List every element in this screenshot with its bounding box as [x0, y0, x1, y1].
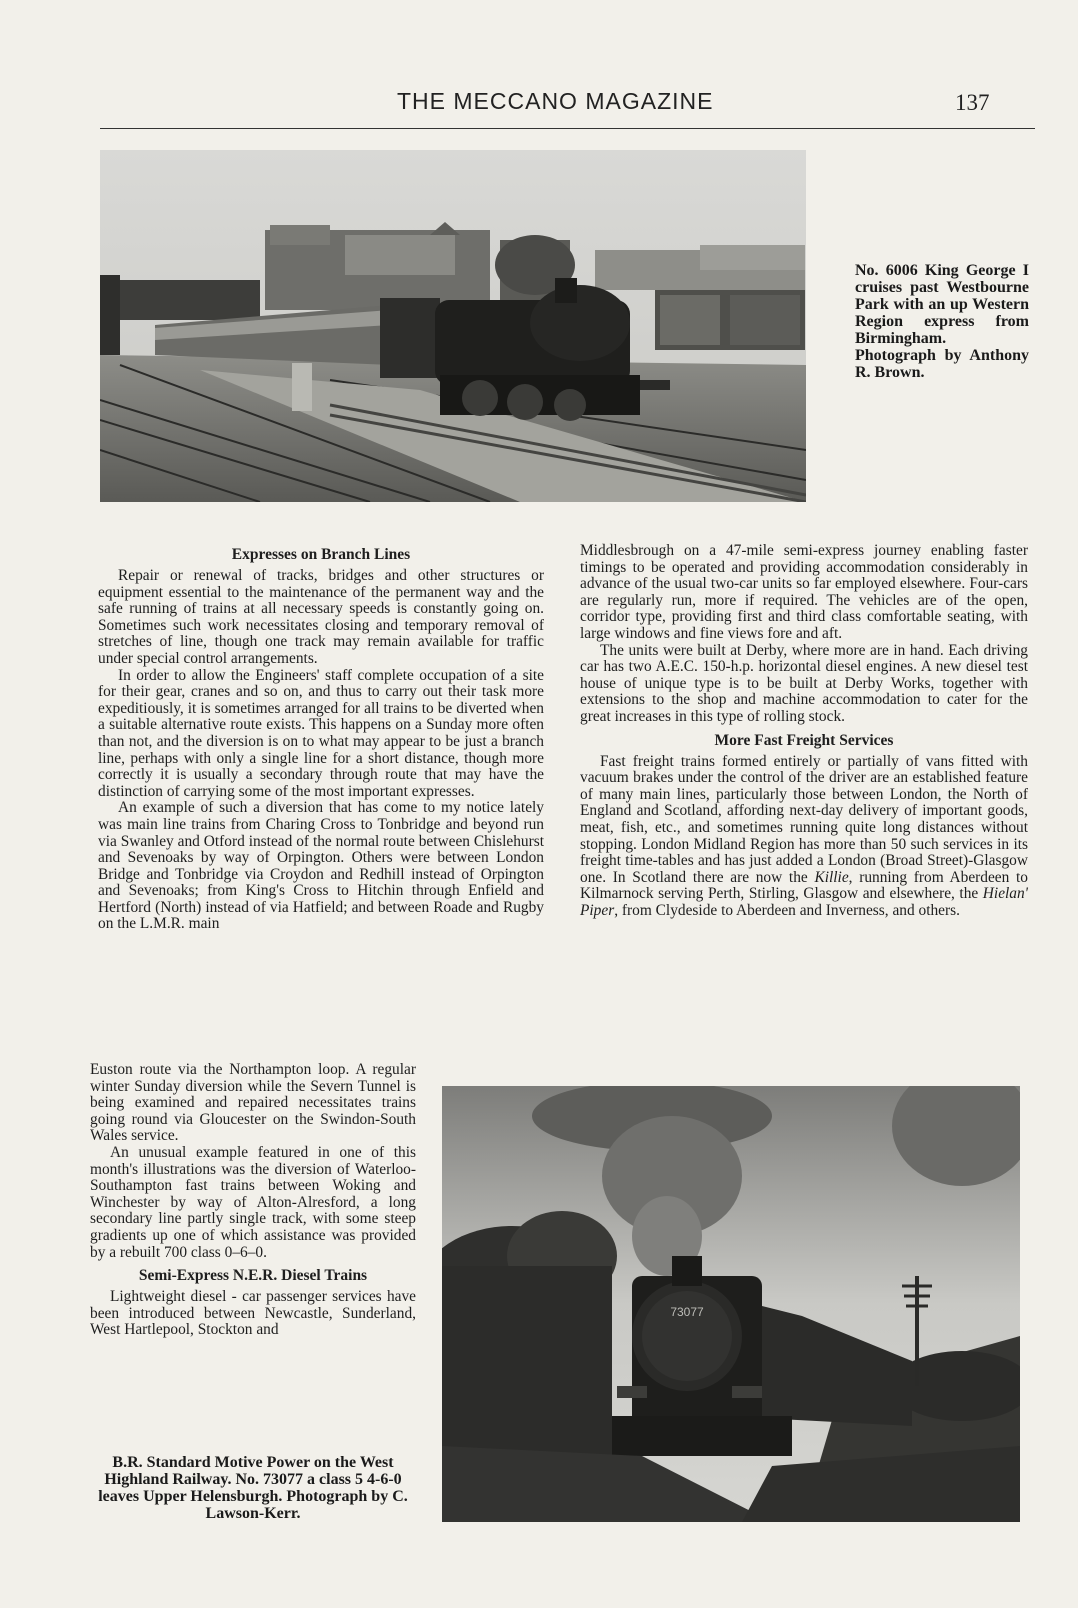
paragraph: An example of such a diversion that has come to my notice lately was main line trains from Charing Cross to Tonbridge and beyond run via Swanley and Otford instead of the normal route between Chislehurst and Sevenoaks by way of Orpington. Others were between London Bridge and Tonbridge via Croydon and Redhill instead of Orpington and Sevenoaks; from King's Cross to Hitchin through Enfield and Hertford (North) instead of via Hatfield; and between Roade and Rugby on the L.M.R. main: [98, 799, 544, 933]
bottom-photo-caption: B.R. Standard Motive Power on the West Highland Railway. No. 73077 a class 5 4-6-0 leaves Upper Helensburgh. Photograph by C. Lawson-Kerr.: [98, 1454, 408, 1522]
left-narrow-column: [90, 1062, 416, 1339]
train-name-hielan-piper: Hielan' Piper: [580, 885, 1028, 919]
paragraph: The units were built at Derby, where more are in hand. Each driving car has two A.E.C. 150-h.p. horizontal diesel engines. A new diesel test house of unique type is to be built at Derby Works, together with extensions to the shop and machine accommodation to cater for the great increases in this type of rolling stock.: [580, 641, 1028, 725]
heading-semi-express-diesel: Semi-Express N.E.R. Diesel Trains: [138, 1267, 368, 1285]
magazine-title: THE MECCANO MAGAZINE: [397, 88, 714, 114]
paragraph: Middlesbrough on a 47-mile semi-express journey enabling faster timings to be operated and providing accommodation considerably in advance of the usual two-car units so far employed elsewhere. Four-cars are regularly run, more if required. The vehicles are of the open, corridor type, providing first and third class comfortable seating, with large windows and fine views fore and aft.: [580, 542, 1028, 642]
heading-expresses-branch-lines: Expresses on Branch Lines: [231, 546, 411, 563]
smokebox-number: 73077: [670, 1305, 704, 1319]
paragraph: Euston route via the Northampton loop. A regular winter Sunday diversion while the Severn Tunnel is being examined and repaired necessitates trains going round via Gloucester on the Swindon-South Wales service.: [90, 1061, 416, 1145]
heading-fast-freight: More Fast Freight Services: [714, 731, 894, 749]
paragraph: [580, 754, 1028, 920]
top-photo-caption: No. 6006 King George I cruises past Westbourne Park with an up Western Region express from Birmingham. Photograph by Anthony R. Brown.: [855, 262, 1029, 381]
paragraph: Lightweight diesel - car passenger services have been introduced between Newcastle, Sunderland, West Hartlepool, Stockton and: [90, 1288, 416, 1339]
photo-king-george: [100, 150, 806, 502]
page-number: 137: [955, 90, 990, 115]
text-run: , running from Aberdeen to Kilmarnock serving Perth, Stirling, Glasgow and elsewhere, the: [580, 868, 1028, 903]
left-column: [98, 546, 544, 933]
train-name-killie: Killie: [814, 868, 849, 886]
photo-73077-locomotive: [442, 1086, 1020, 1522]
right-column: [580, 543, 1028, 919]
text-run: Fast freight trains formed entirely or partially of vans fitted with vacuum brakes under the control of the driver are an established feature of many main lines, particularly those between London, the North of England and Scotland, affording next-day delivery of important goods, meat, fish, etc., and sometimes running quite long distances without stopping. London Midland Region has more than 50 such services in its freight time-tables and has just added a London (Broad Street)-Glasgow one. In Scotland there are now the: [580, 752, 1028, 886]
paragraph: An unusual example featured in one of this month's illustrations was the diversion of Waterloo-Southampton fast trains between Woking and Winchester by way of Alton-Alresford, a long secondary line partly single track, with some steep gradients up one of which assistance was provided by a rebuilt 700 class 0–6–0.: [90, 1143, 416, 1261]
paragraph: In order to allow the Engineers' staff complete occupation of a site for their gear, cranes and so on, and thus to carry out their task more expeditiously, it is sometimes arranged for all trains to be diverted when a suitable alternative route exists. This happens on a Sunday more often than not, and the diversion is on to what may appear to be just a branch line, perhaps with only a single line for a short distance, though more correctly it is usually a secondary through route that may have the distinction of carrying some of the most important expresses.: [98, 666, 544, 800]
running-head: [100, 88, 1035, 129]
paragraph: Repair or renewal of tracks, bridges and other structures or equipment essential to the maintenance of the permanent way and the safe running of trains at all necessary speeds is constantly going on. Sometimes such work necessitates closing and temporary removal of stretches of line, though one track may remain available for traffic under special control arrangements.: [98, 567, 544, 667]
text-run: , from Clydeside to Aberdeen and Inverness, and others.: [614, 901, 960, 919]
